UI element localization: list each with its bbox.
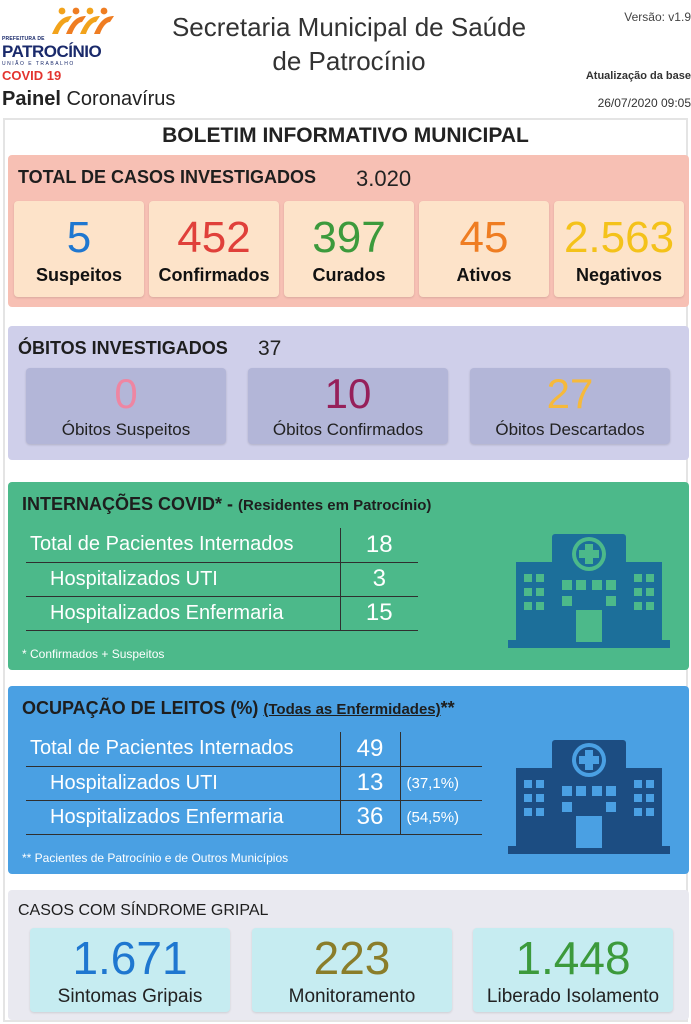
card-flu-monitoring[interactable] xyxy=(252,928,452,1012)
header xyxy=(0,0,691,116)
row-label: Total de Pacientes Internados xyxy=(26,732,340,766)
card-deaths-confirmed[interactable] xyxy=(248,368,448,444)
deaths-section xyxy=(8,326,689,460)
panel-label-rest: Coronavírus xyxy=(60,88,176,110)
recovered-value: 397 xyxy=(312,213,386,262)
deaths-suspected-value: 0 xyxy=(114,370,138,417)
update-date: 26/07/2020 09:05 xyxy=(597,96,691,110)
hospitalizations-table xyxy=(26,528,418,631)
card-recovered[interactable] xyxy=(284,201,414,297)
row-percent: (54,5%) xyxy=(400,800,482,834)
row-label: Hospitalizados Enfermaria xyxy=(26,596,340,630)
flu-section xyxy=(8,890,689,1020)
recovered-label: Curados xyxy=(312,265,386,285)
table-row xyxy=(26,562,418,596)
hospital-icon xyxy=(504,530,674,650)
row-value: 36 xyxy=(340,800,400,834)
bulletin-title: BOLETIM INFORMATIVO MUNICIPAL xyxy=(162,124,529,147)
beds-title-main: OCUPAÇÃO DE LEITOS (%) xyxy=(22,698,264,718)
panel-label-bold: Painel xyxy=(2,88,61,110)
flu-released-label: Liberado Isolamento xyxy=(486,986,660,1007)
deaths-confirmed-value: 10 xyxy=(324,370,372,417)
table-row xyxy=(26,766,482,800)
row-label: Hospitalizados Enfermaria xyxy=(26,800,340,834)
row-value: 13 xyxy=(340,766,400,800)
hospitalizations-footnote: * Confirmados + Suspeitos xyxy=(22,647,165,661)
card-flu-symptoms[interactable] xyxy=(30,928,230,1012)
row-label: Hospitalizados UTI xyxy=(26,562,340,596)
row-value: 49 xyxy=(340,732,400,766)
cases-section xyxy=(8,155,689,307)
row-percent xyxy=(400,732,482,766)
beds-title xyxy=(22,698,455,719)
row-percent: (37,1%) xyxy=(400,766,482,800)
cases-title: TOTAL DE CASOS INVESTIGADOS xyxy=(18,167,317,187)
active-value: 45 xyxy=(459,213,509,262)
beds-title-suffix: ** xyxy=(440,698,455,718)
table-row xyxy=(26,800,482,834)
beds-table xyxy=(26,732,482,835)
row-label: Total de Pacientes Internados xyxy=(26,528,340,562)
hospitalizations-subtitle: (Residentes em Patrocínio) xyxy=(238,497,432,514)
deaths-discarded-value: 27 xyxy=(546,370,594,417)
table-row xyxy=(26,732,482,766)
card-suspected[interactable] xyxy=(14,201,144,297)
deaths-confirmed-label: Óbitos Confirmados xyxy=(272,420,424,439)
card-deaths-suspected[interactable] xyxy=(26,368,226,444)
card-active[interactable] xyxy=(419,201,549,297)
active-label: Ativos xyxy=(456,265,512,285)
covid-tag: COVID 19 xyxy=(2,68,62,83)
page-title xyxy=(130,10,568,78)
confirmed-value: 452 xyxy=(177,213,251,262)
card-negative[interactable] xyxy=(554,201,684,297)
logo-prefix: PREFEITURA DE xyxy=(2,36,45,42)
card-deaths-discarded[interactable] xyxy=(470,368,670,444)
logo-name: PATROCÍNIO xyxy=(2,42,102,61)
table-row xyxy=(26,596,418,630)
hospitalizations-title xyxy=(22,494,431,515)
beds-footnote: ** Pacientes de Patrocínio e de Outros Municípios xyxy=(22,851,289,865)
beds-subtitle: (Todas as Enfermidades) xyxy=(263,701,441,718)
confirmed-label: Confirmados xyxy=(158,265,270,285)
update-label: Atualização da base xyxy=(585,70,691,82)
flu-symptoms-value: 1.671 xyxy=(72,932,188,984)
negative-label: Negativos xyxy=(575,265,663,285)
row-value: 15 xyxy=(340,596,418,630)
deaths-total: 37 xyxy=(258,337,282,360)
row-value: 3 xyxy=(340,562,418,596)
card-confirmed[interactable] xyxy=(149,201,279,297)
deaths-suspected-label: Óbitos Suspeitos xyxy=(61,420,191,439)
logo-slogan: UNIÃO E TRABALHO xyxy=(2,61,75,67)
cases-total: 3.020 xyxy=(356,166,412,191)
deaths-title: ÓBITOS INVESTIGADOS xyxy=(18,338,228,358)
hospital-icon xyxy=(504,736,674,856)
row-value: 18 xyxy=(340,528,418,562)
flu-title: CASOS COM SÍNDROME GRIPAL xyxy=(18,902,269,919)
flu-monitoring-value: 223 xyxy=(313,932,391,984)
card-flu-released[interactable] xyxy=(473,928,673,1012)
beds-section xyxy=(8,686,689,874)
flu-symptoms-label: Sintomas Gripais xyxy=(57,986,203,1007)
negative-value: 2.563 xyxy=(563,213,675,262)
hospitalizations-section xyxy=(8,482,689,670)
hospitalizations-title-main: INTERNAÇÕES COVID* - xyxy=(22,494,239,514)
row-label: Hospitalizados UTI xyxy=(26,766,340,800)
flu-monitoring-label: Monitoramento xyxy=(288,986,416,1007)
suspected-value: 5 xyxy=(66,213,92,262)
flu-released-value: 1.448 xyxy=(515,932,631,984)
page-title-line1: Secretaria Municipal de Saúde xyxy=(171,12,527,42)
page-title-line2: de Patrocínio xyxy=(272,46,426,76)
table-row xyxy=(26,528,418,562)
municipality-logo xyxy=(2,6,120,67)
logo-people-icon xyxy=(48,6,114,36)
version-label: Versão: v1.9 xyxy=(624,10,691,24)
deaths-discarded-label: Óbitos Descartados xyxy=(495,420,645,439)
panel-label xyxy=(2,88,175,111)
suspected-label: Suspeitos xyxy=(35,265,123,285)
